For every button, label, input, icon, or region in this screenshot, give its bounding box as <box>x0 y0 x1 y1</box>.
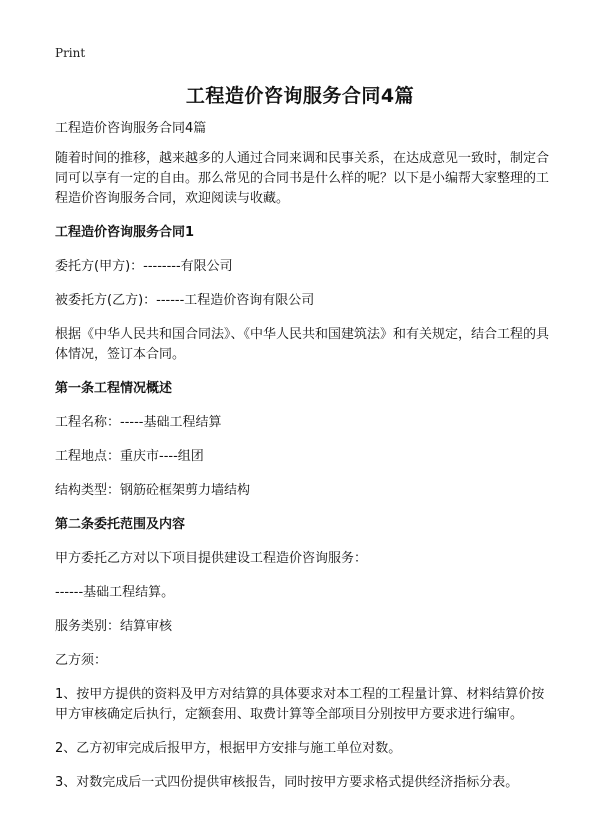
print-link[interactable]: Print <box>55 46 86 60</box>
duty-item-3: 3、对数完成后一式四份提供审核报告，同时按甲方要求格式提供经济指标分表。 <box>55 775 519 790</box>
basis-paragraph: 根据《中华人民共和国合同法》、《中华人民共和国建筑法》和有关规定，结合工程的具体情况，签订本合同。 <box>55 327 550 362</box>
party-b-must-line: 乙方须： <box>55 653 108 668</box>
duty-item-2: 2、乙方初审完成后报甲方，根据甲方安排与施工单位对数。 <box>55 741 402 756</box>
document-subtitle: 工程造价咨询服务合同4篇 <box>55 121 207 136</box>
duty-item-1: 1、按甲方提供的资料及甲方对结算的具体要求对本工程的工程量计算、材料结算价按甲方审核确定后执行，定额套用、取费计算等全部项目分别按甲方要求进行编审。 <box>55 687 545 722</box>
party-b-line: 被委托方(乙方)：------工程造价咨询有限公司 <box>55 293 315 308</box>
article1-heading: 第一条工程情况概述 <box>55 381 173 396</box>
intro-paragraph: 随着时间的推移，越来越多的人通过合同来调和民事关系，在达成意见一致时，制定合同可以享有一定的自由。那么常见的合同书是什么样的呢？以下是小编帮大家整理的工程造价咨询服务合同，欢迎阅读与收藏。 <box>55 151 550 206</box>
section1-heading: 工程造价咨询服务合同1 <box>55 225 195 240</box>
document-body <box>55 119 550 807</box>
party-a-line: 委托方(甲方)：--------有限公司 <box>55 259 233 274</box>
service-type-line: 服务类别：结算审核 <box>55 619 173 634</box>
scope-intro-line: 甲方委托乙方对以下项目提供建设工程造价咨询服务： <box>55 551 368 566</box>
project-location-line: 工程地点：重庆市----组团 <box>55 449 204 464</box>
structure-type-line: 结构类型：钢筋砼框架剪力墙结构 <box>55 483 251 498</box>
document-title: 工程造价咨询服务合同4篇 <box>185 85 415 107</box>
scope-item-line: ------基础工程结算。 <box>55 585 175 600</box>
project-name-line: 工程名称：-----基础工程结算 <box>55 415 222 430</box>
article2-heading: 第二条委托范围及内容 <box>55 517 186 532</box>
